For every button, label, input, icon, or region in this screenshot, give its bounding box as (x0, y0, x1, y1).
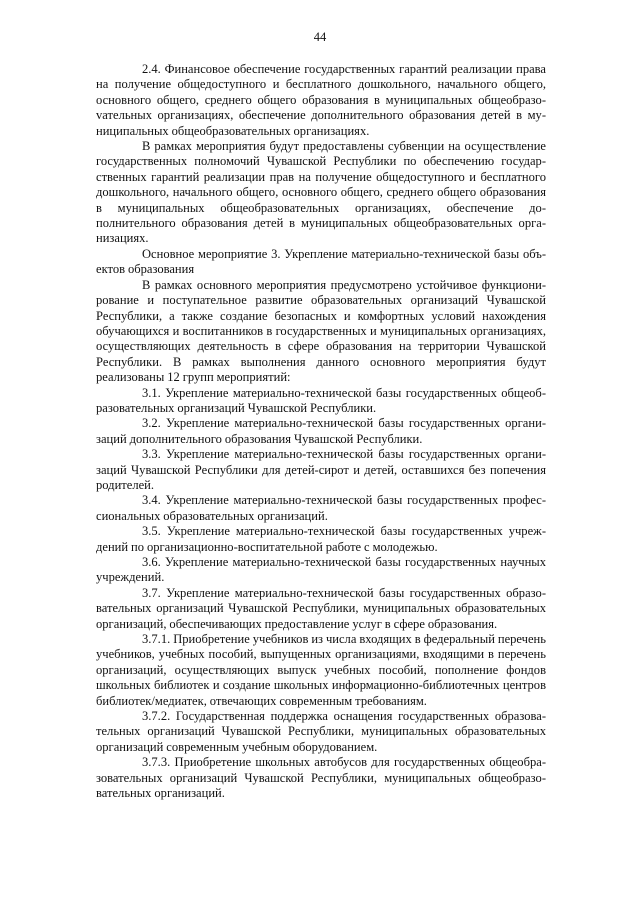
body-text (96, 62, 546, 802)
paragraph: 3.7.3. Приобретение школьных автобусов для государственных общеобразовательных организаций Чувашской Республики, муниципальных общеобразовательных организаций. (96, 755, 546, 801)
paragraph: 3.4. Укрепление материально-технической базы государственных профессиональных образовательных организаций. (96, 493, 546, 523)
paragraph: В рамках основного мероприятия предусмотрено устойчивое функционирование и поступательное развитие образовательных организаций Чувашской Республики, а также создание безопасных и комфортных условий нахождения обучающихся и воспитанников в государственных и муниципальных организациях, осуществляющих деятельность в сфере образования на территории Чувашской Республики. В рамках выполнения данного основного мероприятия будут реализованы 12 групп мероприятий: (96, 277, 546, 385)
paragraph: 3.6. Укрепление материально-технической базы государственных научных учреждений. (96, 555, 546, 585)
page-number: 44 (313, 30, 327, 44)
paragraph: В рамках мероприятия будут предоставлены субвенции на осуществление государственных полномочий Чувашской Республики по обеспечению государственных гарантий реализации прав на получение общедоступного и бесплатного дошкольного, начального общего, основного общего, среднего общего образования в муниципальных общеобразовательных организациях, обеспечение дополнительного образования детей в муниципальных общеобразовательных организациях. (96, 139, 546, 246)
paragraph: 3.5. Укрепление материально-технической базы государственных учреждений по организационно-воспитательной работе с молодежью. (96, 524, 546, 554)
paragraph: 3.3. Укрепление материально-технической базы государственных организаций Чувашской Республики для детей-сирот и детей, оставшихся без попечения родителей. (96, 447, 546, 492)
paragraph: 3.7. Укрепление материально-технической базы государственных образовательных организаций Чувашской Республики, муниципальных образовательных организаций, обеспечивающих предоставление услуг в сфере образования. (96, 585, 546, 631)
paragraph: Основное мероприятие 3. Укрепление материально-технической базы объектов образования (96, 246, 546, 277)
paragraph: 3.7.1. Приобретение учебников из числа входящих в федеральный перечень учебников, учебных пособий, выпущенных организациями, входящими в перечень организаций, осуществляющих выпуск учебных пособий, пополнение фондов школьных библиотек и создание школьных информационно-библиотечных центров библиотек/медиатек, отвечающих современным требованиям. (96, 632, 546, 708)
paragraph: 3.1. Укрепление материально-технической базы государственных общеобразовательных организаций Чувашской Республики. (96, 385, 546, 415)
paragraph: 3.2. Укрепление материально-технической базы государственных организаций дополнительного образования Чувашской Республики. (96, 416, 546, 446)
paragraph: 3.7.2. Государственная поддержка оснащения государственных образовательных организаций Чувашской Республики, муниципальных образовательных организаций современным учебным оборудованием. (96, 709, 546, 754)
paragraph: 2.4. Финансовое обеспечение государственных гарантий реализации права на получение общедоступного и бесплатного дошкольного, начального общего, основного общего, среднего общего образования в муниципальных общеобразоvательных организациях, обеспечение дополнительного образования детей в муниципальных общеобразовательных организациях. (96, 62, 546, 138)
